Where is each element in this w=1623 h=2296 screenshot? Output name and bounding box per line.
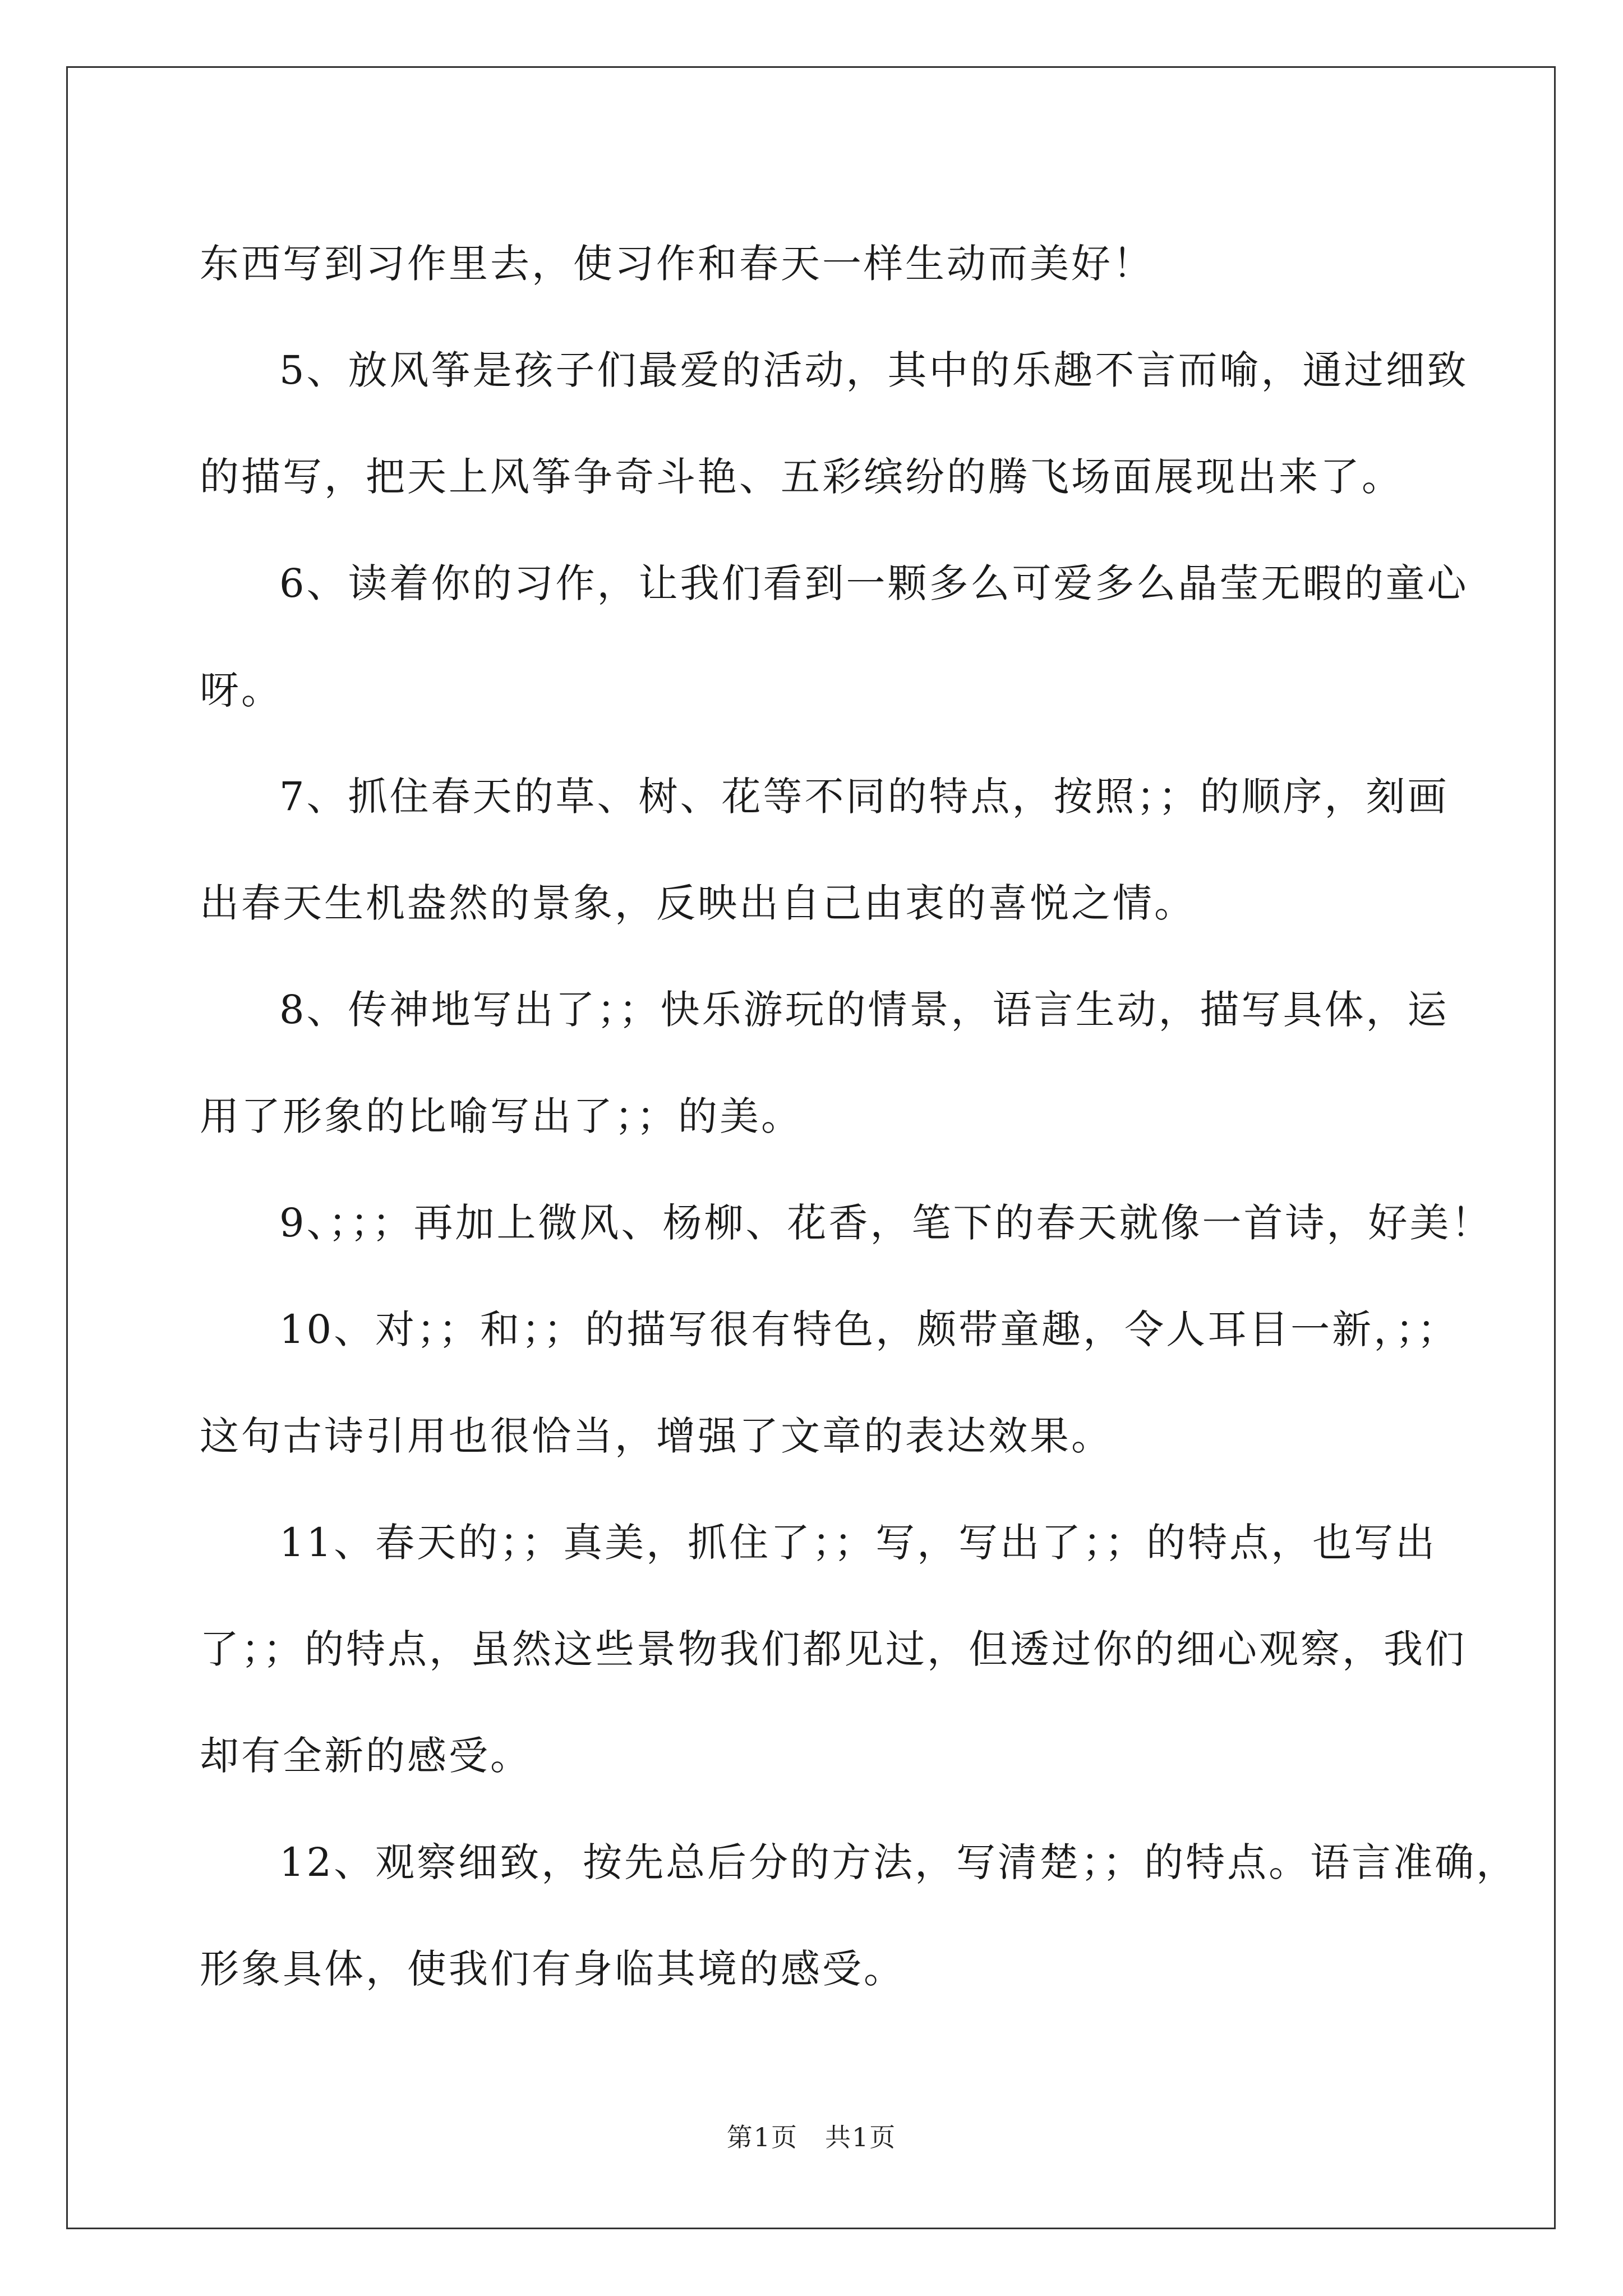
text-line: 出春天生机盎然的景象，反映出自己由衷的喜悦之情。 [200,880,1196,926]
text-line: 11、春天的；；真美，抓住了；；写，写出了；；的特点，也写出 [279,1520,1437,1566]
text-line: 10、对；；和；；的描写很有特色，颇带童趣，令人耳目一新，；； [279,1306,1459,1352]
text-line: 9、；；；再加上微风、杨柳、花香，笔下的春天就像一首诗，好美！ [279,1200,1493,1246]
text-line: 5、放风筝是孩子们最爱的活动，其中的乐趣不言而喻，通过细致 [279,347,1469,393]
text-line: 东西写到习作里去，使习作和春天一样生动而美好！ [200,241,1154,287]
text-line: 这句古诗引用也很恰当，增强了文章的表达效果。 [200,1413,1113,1459]
text-line: 呀。 [200,667,283,713]
text-line: 8、传神地写出了；；快乐游玩的情景，语言生动，描写具体，运 [279,987,1449,1033]
page-number: 第1页 共1页 [726,2122,897,2152]
text-line: 却有全新的感受。 [200,1733,532,1779]
text-line: 12、观察细致，按先总后分的方法，写清楚；；的特点。语言准确， [279,1839,1518,1885]
text-line: 7、抓住春天的草、树、花等不同的特点，按照；；的顺序，刻画 [279,774,1449,820]
text-line: 6、读着你的习作，让我们看到一颗多么可爱多么晶莹无暇的童心 [279,560,1469,606]
text-line: 的描写，把天上风筝争奇斗艳、五彩缤纷的腾飞场面展现出来了。 [200,454,1403,500]
text-line: 了；；的特点，虽然这些景物我们都见过，但透过你的细心观察，我们 [200,1626,1467,1672]
text-line: 形象具体，使我们有身临其境的感受。 [200,1946,905,1992]
text-line: 用了形象的比喻写出了；；的美。 [200,1093,803,1139]
document-body [200,210,1518,2022]
